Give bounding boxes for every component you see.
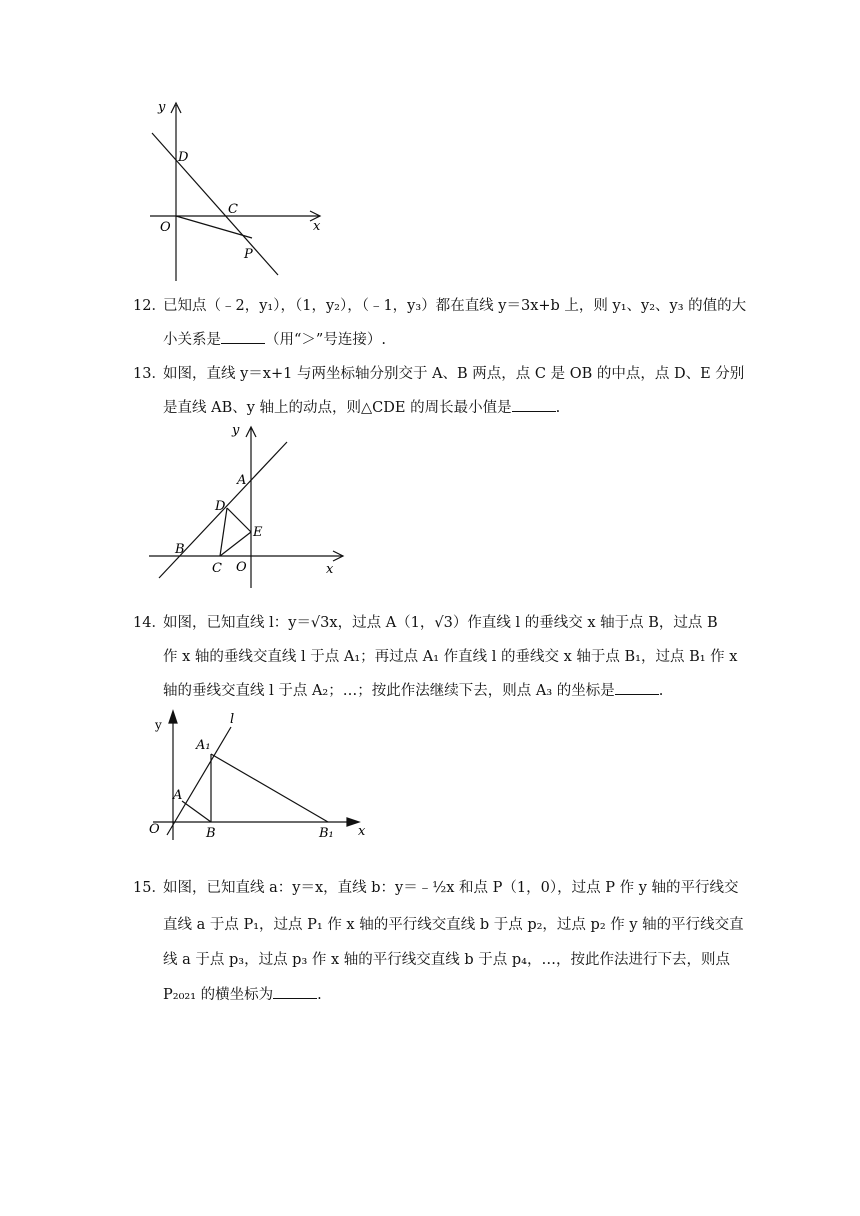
svg-text:y: y (155, 718, 162, 732)
svg-text:A: A (173, 788, 183, 803)
segment-dc (220, 508, 227, 556)
svg-text:D: D (178, 150, 189, 165)
question-number: 13． (133, 366, 166, 382)
svg-text:A: A (237, 473, 247, 488)
question-text-line: 作 x 轴的垂线交直线 l 于点 A₁；再过点 A₁ 作直线 l 的垂线交 x 轴于点 B₁，过点 B₁ 作 x (163, 649, 738, 665)
svg-text:x: x (326, 562, 334, 577)
question-text-line: 是直线 AB、y 轴上的动点，则△CDE 的周长最小值是 . (163, 400, 561, 416)
svg-text:B₁: B₁ (319, 826, 334, 841)
svg-text:y: y (232, 423, 240, 438)
y-axis-arrow (169, 711, 177, 723)
question-text-line: 轴的垂线交直线 l 于点 A₂；…；按此作法继续下去，则点 A₃ 的坐标是 . (163, 683, 664, 699)
question-text-line: P₂₀₂₁ 的横坐标为 . (163, 987, 322, 1003)
question-text-line: 如图，已知直线 l：y＝√3x，过点 A（1，√3）作直线 l 的垂线交 x 轴于点 B，过点 B (163, 615, 718, 631)
svg-text:y: y (158, 100, 166, 115)
svg-text:x: x (313, 219, 321, 234)
question-text-line: 如图，直线 y＝x+1 与两坐标轴分别交于 A、B 两点，点 C 是 OB 的中点，点 D、E 分别 (163, 366, 745, 382)
question-text-line: 已知点（﹣2，y₁），（1，y₂），（﹣1，y₃）都在直线 y＝3x+b 上，则 y₁、y₂、y₃ 的值的大 (163, 298, 747, 314)
segment-op (176, 216, 252, 238)
svg-text:C: C (228, 202, 238, 217)
segment-a1b1 (211, 754, 328, 822)
figure-q11 (140, 95, 330, 285)
line-dp (152, 133, 278, 275)
svg-text:O: O (160, 220, 171, 235)
svg-text:O: O (149, 822, 160, 837)
svg-text:B: B (175, 542, 185, 557)
svg-text:x: x (358, 824, 366, 839)
figure-q14 (145, 705, 370, 845)
answer-blank[interactable] (615, 682, 659, 695)
svg-text:B: B (206, 826, 216, 841)
question-text-line: 小关系是 （用“＞”号连接）. (163, 332, 386, 348)
svg-text:P: P (244, 247, 253, 262)
segment-ab (182, 801, 211, 822)
segment-ce (220, 532, 251, 556)
question-text-line: 直线 a 于点 P₁，过点 P₁ 作 x 轴的平行线交直线 b 于点 p₂，过点 p₂ 作 y 轴的平行线交直 (163, 917, 744, 933)
answer-blank[interactable] (512, 399, 556, 412)
svg-text:D: D (215, 499, 226, 514)
question-number: 15． (133, 880, 166, 896)
svg-text:E: E (253, 525, 263, 540)
svg-text:l: l (230, 712, 235, 727)
svg-text:A₁: A₁ (196, 738, 211, 753)
figure-q13 (145, 420, 350, 590)
svg-text:O: O (236, 560, 247, 575)
question-number: 14． (133, 615, 166, 631)
question-number: 12． (133, 298, 166, 314)
svg-text:C: C (212, 561, 222, 576)
answer-blank[interactable] (273, 986, 317, 999)
segment-de (227, 508, 251, 532)
answer-blank[interactable] (221, 331, 265, 344)
question-text-line: 线 a 于点 p₃，过点 p₃ 作 x 轴的平行线交直线 b 于点 p₄，…，按此作法进行下去，则点 (163, 952, 730, 968)
question-text-line: 如图，已知直线 a：y＝x，直线 b：y＝﹣½x 和点 P（1，0），过点 P 作 y 轴的平行线交 (163, 880, 739, 896)
